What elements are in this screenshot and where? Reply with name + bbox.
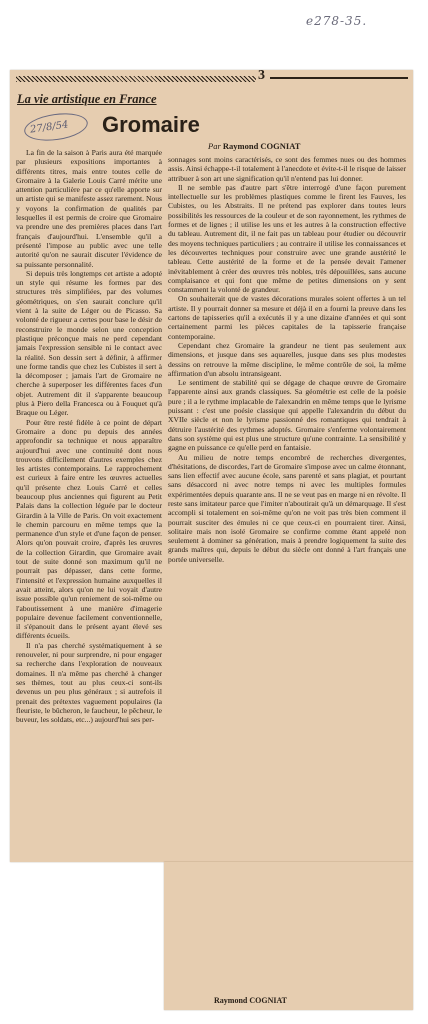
paragraph: sonnages sont moins caractérisés, ce sont des femmes nues ou des hommes assis. Ainsi échappe-t-il totalement à l'anecdote et évite-t-il le risque de laisser attribuer à son art une signification qu'il n'entend pas lui donner. xyxy=(168,155,406,183)
byline xyxy=(208,141,300,151)
handwritten-date: 27/8/54 xyxy=(29,119,70,136)
header-rule xyxy=(270,77,408,79)
paragraph: Pour être resté fidèle à ce point de départ Gromaire a donc pu depuis des années approfondir sa technique et nous apparaître aujourd'hui avec une continuité dont nous trouvons difficilement d'autres exemples chez les artistes contemporains. Le rapprochement est curieux à faire entre les œuvres actuelles qu'il présente chez Louis Carré et celles beaucoup plus anciennes qui figurent au Petit Palais dans la collection léguée par le docteur Girardin à la Ville de Paris. On voit exactement le chemin parcouru en même temps que la permanence d'un style et d'une façon de penser. Alors qu'on pouvait croire, d'après les œuvres de la collection Girardin, que Gromaire avait tout de suite donné son maximum qu'il ne pourrait pas dépasser, dans cette forme, l'intensité et l'expression humaine auxquelles il avait atteint, alors qu'on ne lui voyait d'autre issue possible qu'un reniement de soi-même ou l'aboutissement à une manière d'imagerie populaire devenue facilement conventionnelle, il s'épanouit dans le présent ayant élevé ses différents écueils. xyxy=(16,417,162,641)
byline-author: Raymond COGNIAT xyxy=(222,141,301,151)
section-title: La vie artistique en France xyxy=(17,92,157,106)
article-column-left xyxy=(16,148,162,860)
byline-prefix: Par xyxy=(208,141,221,151)
paragraph: Il n'a pas cherché systématiquement à se renouveler, ni pour surprendre, ni pour engager sa recherche dans l'exploration de nouveaux domaines. Il n'a même pas cherché à changer ses thèmes, tout au plus ceux-ci sont-ils devenus un peu plus généraux ; si autrefois il prenait des prétextes vaguement populaires (la fleuriste, le bûcheron, le faucheur, le pêcheur, le buveur, les soldats, etc...) aujourd'hui ses per- xyxy=(16,640,162,725)
paragraph: La fin de la saison à Paris aura été marquée par plusieurs expositions importantes à différents titres, mais entre toutes celle de Gromaire à la Galerie Louis Carré mérite une attention particulière par ce qu'elle apporte sur un artiste qui se manifeste assez rarement. Nous y voyons la confirmation de qualités par lesquelles il est permis de croire que Gromaire va prendre une des premières places dans l'art français d'aujourd'hui. L'ensemble qu'il a présenté l'impose au public avec une telle autorité qu'on ne saurait discuter l'évidence de sa puissante personnalité. xyxy=(16,148,162,269)
paragraph: Le sentiment de stabilité qui se dégage de chaque œuvre de Gromaire l'apparente ainsi aux grands classiques. Sa géométrie est celle de la poésie pure ; il a le rythme implacable de l'alexandrin en même temps que le lyrisme puissant : c'est une poésie classique qui appelle l'alexandrin du début du XVIIe siècle et non le lyrisme passionné des romantiques qui tendrait à détruire l'austérité des rythmes adoptés. Gromaire s'enferme volontairement dans son système qui est plus une structure qu'une contrainte. La sensibilité y gagne en puissance ce qu'elle perd en fantaisie. xyxy=(168,378,406,453)
paragraph: Si depuis très longtemps cet artiste a adopté un style qui résume les formes par des structures très simplifiées, par des volumes géométriques, on s'en saurait conclure qu'il vient à la suite de Léger ou de Picasso. Sa volonté de rigueur a certes pour base le désir de reconstruire le monde selon une conception plastique préconçue mais ne perd cependant jamais l'expression sensible ni le contact avec la réalité. Son dessin sert à définir, à affirmer une forme tandis que chez les Cubistes il sert à la décomposer ; jamais l'art de Gromaire ne cherche à superposer les différentes faces d'un objet. Autrement dit il s'apparente beaucoup plus à Piero della Francesca ou à Fouquet qu'à Braque ou Léger. xyxy=(16,268,162,418)
header-hatch-rule xyxy=(16,76,256,82)
paragraph: Cependant chez Gromaire la grandeur ne tient pas seulement aux dimensions, et jusque dans ses aquarelles, jusque dans ses plus modestes dessins on retrouve la même discipline, le même contrôle de soi, la même affirmation d'un absolu intransigeant. xyxy=(168,340,406,378)
paragraph: On souhaiterait que de vastes décorations murales soient offertes à un tel artiste. Il y pourrait donner sa mesure et déjà il en a fourni la preuve dans les cartons de tapisseries qu'il a exécutés il y a une dizaine d'années et qui sont certainement parmi les pièces capitales de la tapisserie française contemporaine. xyxy=(168,294,406,341)
article-column-right xyxy=(168,155,406,993)
article-signature: Raymond COGNIAT xyxy=(214,996,287,1005)
archive-reference: e278-35. xyxy=(306,14,368,28)
page-number: 3 xyxy=(258,68,265,83)
paragraph: Il ne semble pas d'autre part s'être interrogé d'une façon purement intellectuelle sur les problèmes plastiques comme le firent les Fauves, les Cubistes, ou les Abstraits. Il ne prétend pas explorer dans toutes leurs possibilités les ressources de la couleur et de son rayonnement, les rythmes de formes et de lignes ; il utilise les uns et les autres à la construction effective du tableau. Autrement dit, il ne fait pas un tableau pour étudier ou découvrir des moyens techniques particuliers ; au contraire il utilise les connaissances et les découvertes techniques pour construire avec une grande austérité le tableau. Cette austérité de la forme et de la pensée devait l'amener inévitablement à créer des œuvres très nobles, très dépouillées, sans aucune complaisance et qui font que même de petites dimensions on y sent constamment la volonté de grandeur. xyxy=(168,182,406,295)
article-headline: Gromaire xyxy=(102,112,200,137)
paragraph: Au milieu de notre temps encombré de recherches divergentes, d'hésitations, de discordes, l'art de Gromaire s'impose avec un calme étonnant, sans lien effectif avec aucune école, sans parenté et sans plagiat, et pourtant sans désaccord ni avec notre temps ni avec les multiples formules expérimentées depuis quarante ans. Il ne se veut pas en marge ni en révolte. Il reste sans imitateur parce que l'imiter n'aboutirait qu'à un démarquage. Il s'est accompli si totalement en soi-même qu'on ne voit pas très bien comment il pourrait susciter des émules ni ce que ceux-ci en pourraient tirer. Ainsi, solitaire mais non isolé Gromaire se confirme comme étant appelé non seulement à dominer sa génération, mais à prendre logiquement la suite des grands maîtres qui, depuis le début du siècle ont donné à l'art français une portée universelle. xyxy=(168,452,406,564)
